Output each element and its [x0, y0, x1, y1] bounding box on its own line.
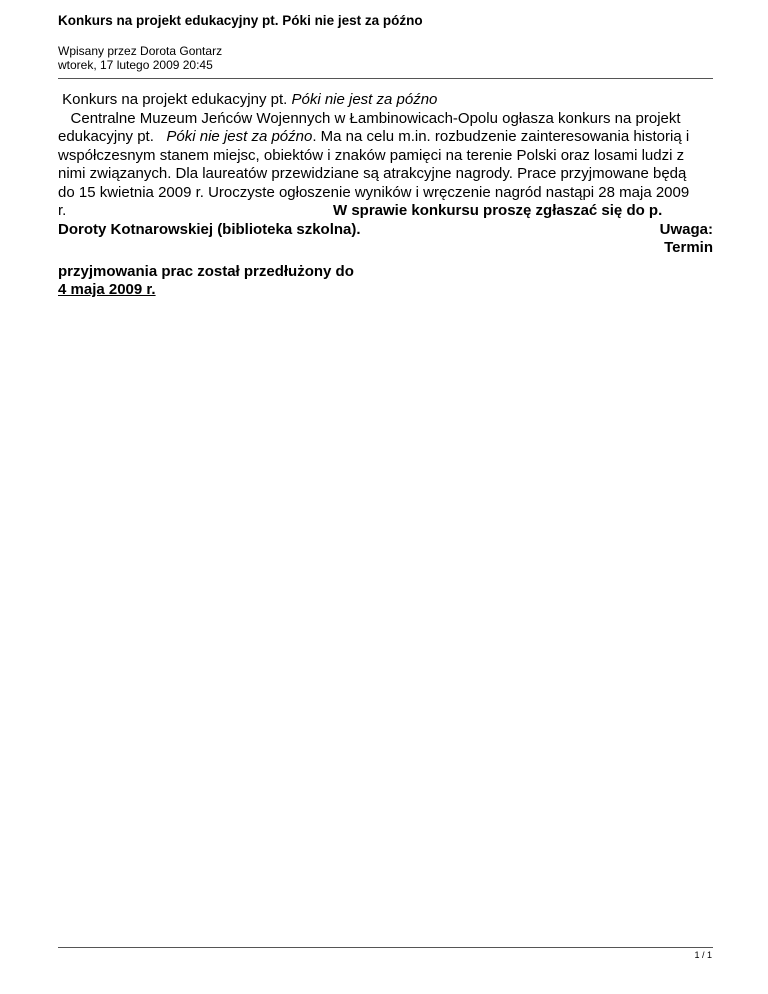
heading-title: Póki nie jest za późno: [291, 91, 438, 108]
heading-prefix: Konkurs na projekt edukacyjny pt.: [62, 91, 288, 108]
paragraph-line: [58, 202, 713, 221]
article-body: [58, 91, 713, 300]
paragraph-line: współczesnym stanem miejsc, obiektów i znaków pamięci na terenie Polski oraz losami ludzi z: [58, 146, 685, 164]
paragraph-text: edukacyjny pt.: [58, 128, 154, 145]
paragraph-line: [58, 239, 713, 258]
paragraph-text: r.: [58, 202, 67, 219]
author-line: Wpisany przez Dorota Gontarz: [58, 44, 223, 58]
paragraph-line: [58, 128, 713, 147]
contact-person: Doroty Kotnarowskiej (biblioteka szkolna).: [58, 220, 361, 238]
date-line: wtorek, 17 lutego 2009 20:45: [58, 58, 213, 72]
footer-divider: [58, 947, 713, 948]
paragraph-line: nimi związanych. Dla laureatów przewidziane są atrakcyjne nagrody. Prace przyjmowane będą: [58, 165, 687, 182]
paragraph-line: [58, 110, 713, 129]
header-divider: [58, 78, 713, 79]
paragraph-text: Centralne Muzeum Jeńców Wojennych w Łambinowicach-Opolu ogłasza konkurs na projekt: [70, 109, 681, 127]
page-title: Konkurs na projekt edukacyjny pt. Póki nie jest za późno: [58, 13, 423, 28]
paragraph-line: [58, 221, 713, 240]
page-number: 1 / 1: [694, 950, 712, 960]
contest-title: Póki nie jest za późno: [166, 128, 313, 145]
paragraph-line: do 15 kwietnia 2009 r. Uroczyste ogłoszenie wyników i wręczenie nagród nastąpi 28 maja 2009: [58, 183, 690, 201]
deadline-date: 4 maja 2009 r.: [58, 281, 156, 298]
paragraph-text: . Ma na celu m.in. rozbudzenie zainteresowania historią i: [312, 128, 690, 145]
paragraph-line: przyjmowania prac został przedłużony do: [58, 262, 354, 280]
notice-label: Uwaga:: [659, 220, 713, 238]
contact-note: W sprawie konkursu proszę zgłaszać się do p.: [333, 202, 663, 219]
article-heading: [58, 91, 713, 110]
article-meta: [58, 44, 222, 72]
notice-text: Termin: [664, 239, 713, 256]
